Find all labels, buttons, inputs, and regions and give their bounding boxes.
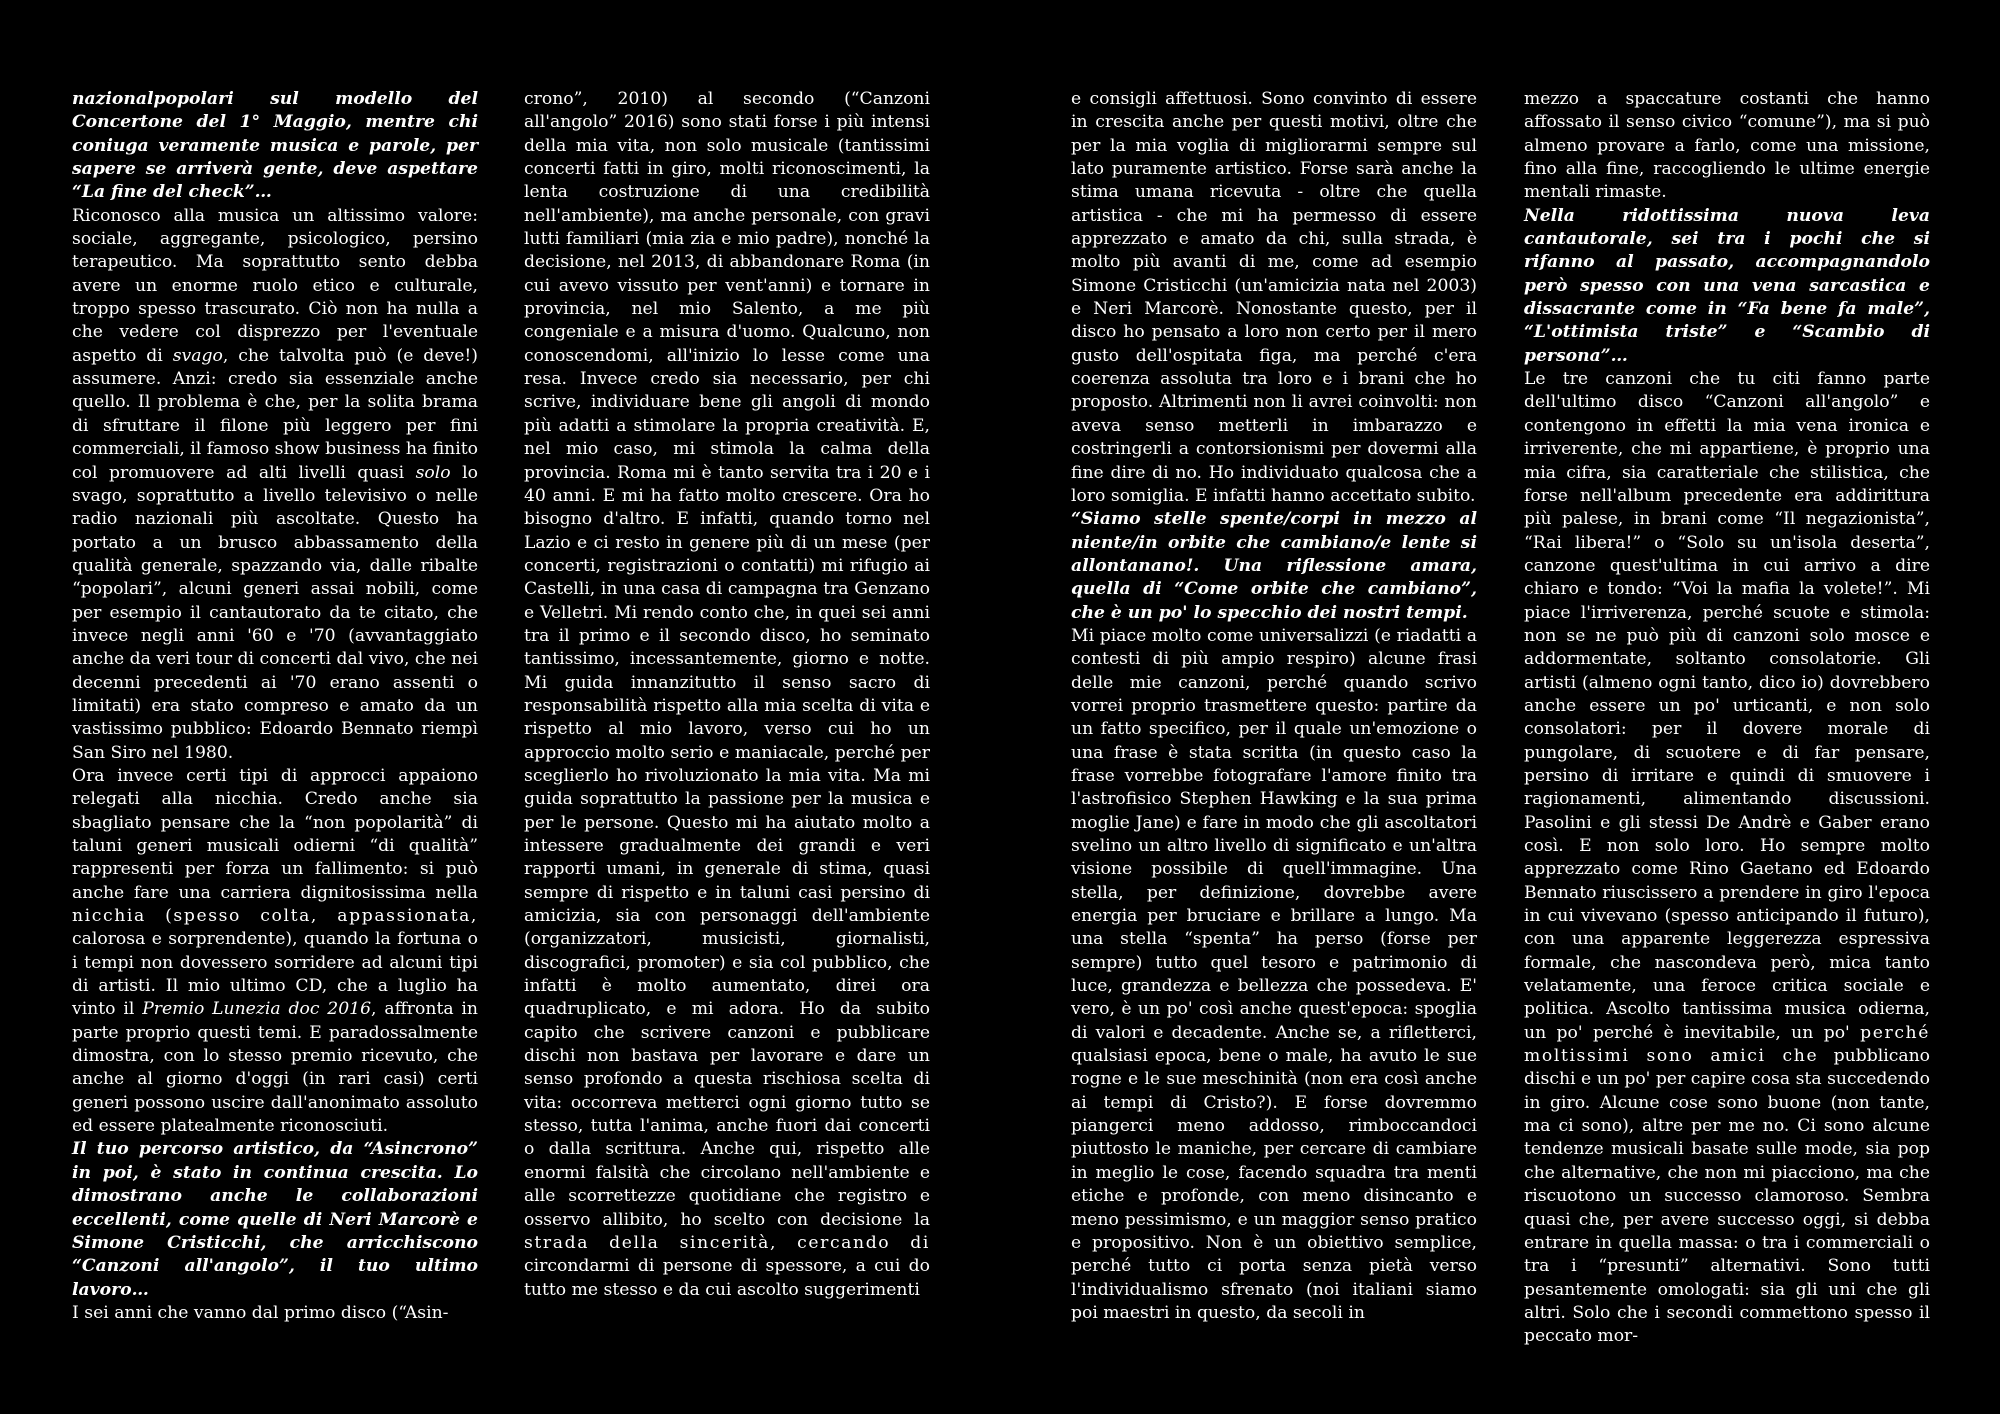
question: Il tuo percorso artistico, da “Asincrono” in poi, è stato in continua crescita. Lo dimostrano anche le collaborazioni eccellenti, come quelle di Neri Marcorè e Simone Cristicchi, che arricchiscono “Canzoni all'angolo”, il tuo ultimo lavoro… [72, 1139, 478, 1300]
column-4 [1524, 88, 1930, 1349]
answer-paragraph: mezzo a spaccature costanti che hanno affossato il senso civico “comune”), ma si può almeno provare a farlo, come una missione, fino alla fine, raccogliendo le ultime energie mentali rimaste. [1524, 89, 1930, 203]
emphasis: Premio Lunezia doc 2016 [142, 999, 372, 1020]
answer-paragraph [72, 765, 478, 1139]
answer-text: crono”, 2010) al secondo (“Canzoni all'angolo” 2016) sono stati forse i più intensi della mia vita, non solo musicale (tantissimi concerti fatti in giro, molti riconoscimenti, la lenta costruzione di una credibilità nell'ambiente), ma anche personale, con gravi lutti familiari (mia zia e mio padre), nonché la decisione, nel 2013, di abbandonare Roma (in cui avevo vissuto per vent'anni) e tornare in provincia, nel mio Salento, a me più congeniale e a misura d'uomo. Qualcuno, non conoscendomi, all'inizio lo lesse come una resa. Invece credo sia necessario, per chi scrive, individuare bene gli angoli di mondo più adatti a stimolare la propria creatività. E, nel mio caso, mi stimola la calma della provincia. Roma mi è tanto servita tra i 20 e i 40 anni. E mi ha fatto molto crescere. Ora ho bisogno d'altro. E infatti, quando torno nel Lazio e ci resto in genere più di un mese (per concerti, registrazioni o contatti) mi rifugio ai Castelli, in una casa di campagna tra Genzano e Velletri. Mi rendo conto che, in quei sei anni tra il primo e il secondo disco, ho seminato tantissimo, incessantemente, giorno e notte. Mi guida innanzitutto il senso sacro di responsabilità rispetto alla mia scelta di vita e rispetto al mio lavoro, verso cui ho un approccio molto serio e maniacale, perché per sceglierlo ho rivoluzionato la mia vita. Ma mi guida soprattutto la passione per la musica e per le persone. Questo mi ha aiutato molto a intessere gradualmente dei grandi e veri rapporti umani, in generale di stima, quasi sempre di rispetto e in taluni casi persino di amicizia, sia con personaggi dell'ambiente (organizzatori, musicisti, giornalisti, discografici, promoter) e sia col pubblico, che infatti è molto aumentato, direi ora quadruplicato, e mi adora. Ho da subito capito che scrivere canzoni e pubblicare dischi non bastava per lavorare e dare un senso profondo a questa rischiosa scelta di vita: occorreva metterci ogni giorno tutto se stesso, tutta l'anima, anche fuori dai concerti o dalla scrittura. Anche qui, rispetto alle enormi falsità che circolano nell'ambiente e alle scorrettezze quotidiane che registro e osservo allibito, ho scelto con decisione la [524, 89, 930, 1230]
answer-text: , affronta in parte proprio questi temi. E paradossalmente dimostra, con lo stesso premio ricevuto, che anche al giorno d'oggi (in rari casi) certi generi possono uscire dall'anonimato assoluto ed essere platealmente riconosciuti. [72, 999, 478, 1137]
answer-text: Riconosco alla musica un altissimo valore: sociale, aggregante, psicologico, persino terapeutico. Ma soprattutto sento debba avere un enorme ruolo etico e culturale, troppo spesso trascurato. Ciò non ha nulla a che vedere col disprezzo per l'eventuale aspetto di [72, 205, 478, 366]
answer-text: , che talvolta può (e deve!) assumere. Anzi: credo sia essenziale anche quello. Il problema è che, per la solita brama di sfruttare il filone più leggero per fini commerciali, il famoso show business ha finito col promuovere ad alti livelli quasi [72, 345, 478, 483]
column-1 [72, 88, 478, 1325]
question: “Siamo stelle spente/corpi in mezzo al niente/in orbite che cambiano/e lente si allontanano!. Una riflessione amara, quella di “Come orbite che cambiano”, che è un po' lo specchio dei nostri tempi. [1071, 509, 1477, 623]
emphasis: solo [415, 462, 451, 483]
answer-text: Le tre canzoni che tu citi fanno parte dell'ultimo disco “Canzoni all'angolo” e contengono in effetti la mia vena ironica e irriverente, che mi appartiene, è proprio una mia cifra, sia caratteriale che stilistica, che forse nell'album precedente era addirittura più palese, in brani come “Il negazionista”, “Rai libera!” o “Solo su un'isola deserta”, canzone quest'ultima in cui arrivo a dire chiaro e tondo: “Voi la mafia la volete!”. Mi piace l'irriverenza, perché scuote e stimola: non se ne può più di canzoni solo mosce e addormentate, soltanto consolatorie. Gli artisti (almeno ogni tanto, dico io) dovrebbero anche essere un po' urticanti, e non solo consolatori: per il dovere morale di pungolare, di scuotere e di far pensare, persino di irritare e quindi di smuovere i ragionamenti, alimentando discussioni. Pasolini e gli stessi De Andrè e Gaber erano così. E non solo loro. Ho sempre molto apprezzato come Rino Gaetano ed Edoardo Bennato riuscissero a prendere in giro l'epoca in cui vivevano (spesso anticipando il futuro), con una apparente leggerezza espressiva formale, che nascondeva però, mica tanto velatamente, una feroce critica sociale e politica. Ascolto tantissima musica odierna, un po' perché è inevitabile, un po' [1524, 369, 1930, 1043]
answer-paragraph [524, 88, 930, 1302]
column-3 [1071, 88, 1477, 1325]
answer-paragraph: Mi piace molto come universalizzi (e riadatti a contesti di più ampio respiro) alcune frasi delle mie canzoni, perché quando scrivo vorrei proprio trasmettere questo: partire da un fatto specifico, per il quale un'emozione o una frase è stata scritta (in questo caso la frase vorrebbe fotografare l'amore finito tra l'astrofisico Stephen Hawking e la sua prima moglie Jane) e fare in modo che gli ascoltatori svelino un altro livello di significato e un'altra visione possibile di quell'immagine. Una stella, per definizione, dovrebbe avere energia per bruciare e brillare a lungo. Ma una stella “spenta” ha perso (forse per sempre) tutto quel tesoro e patrimonio di luce, grandezza e bellezza che possedeva. E' vero, è un po' così anche quest'epoca: spoglia di valori e decadente. Anche se, a rifletterci, qualsiasi epoca, bene o male, ha avuto le sue rogne e le sue meschinità (non era così anche ai tempi di Cristo?). E forse dovremmo piangerci meno addosso, rimboccandoci piuttosto le maniche, per cercare di cambiare in meglio le cose, facendo squadra tra menti etiche e profonde, con meno disincanto e meno pessimismo, e un maggior senso pratico e propositivo. Non è un obiettivo semplice, perché tutto ci porta senza pietà verso l'individualismo sfrenato (noi italiani siamo poi maestri in questo, da secoli in [1071, 625, 1477, 1323]
answer-paragraph [72, 205, 478, 765]
answer-text: calorosa e sorprendente), quando la fortuna o i tempi non dovessero sorridere ad alcuni tipi di artisti. Il mio ultimo CD, che a luglio ha vinto il [72, 929, 478, 1020]
answer-text: pubblicano dischi e un po' per capire cosa sta succedendo in giro. Alcune cose sono buone (non tante, ma ci sono), altre per me no. Ci sono alcune tendenze musicali basate sulle mode, sia pop che alternative, che non mi piacciono, ma che riscuotono un successo clamoroso. Sembra quasi che, per avere successo oggi, si debba entrare in quella massa: o tra i commerciali o tra i “presunti” alternativi. Sono tutti pesantemente omologati: sia gli uni che gli altri. Solo che i secondi commettono spesso il peccato mor- [1524, 1046, 1930, 1347]
answer-text: Ora invece certi tipi di approcci appaiono relegati alla nicchia. Credo anche sia sbagliato pensare che la “non popolarità” di taluni generi musicali odierni “di qualità” rappresenti per forza un fallimento: si può anche fare una carriera dignitosissima nella [72, 765, 478, 903]
question: Nella ridottissima nuova leva cantautorale, sei tra i pochi che si rifanno al passato, accompagnandolo però spesso con una vena sarcastica e dissacrante come in “Fa bene fa male”, “L'ottimista triste” e “Scambio di persona”… [1524, 205, 1930, 366]
answer-paragraph [1524, 368, 1930, 1348]
answer-text: nicchia (spesso colta, appassionata, [72, 906, 478, 927]
question-tail: nazionalpopolari sul modello del Concertone del 1° Maggio, mentre chi coniuga veramente musica e parole, per sapere se arriverà gente, deve aspettare “La fine del check”… [72, 89, 478, 203]
column-2 [524, 88, 930, 1302]
answer-text: circondarmi di persone di spessore, a cui do tutto me stesso e da cui ascolto suggerimenti [524, 1256, 930, 1300]
emphasis: svago [172, 345, 223, 366]
answer-text: strada della sincerità, cercando di [524, 1232, 930, 1253]
answer-text: perché moltissimi sono amici che [1524, 1022, 1930, 1067]
answer-paragraph: I sei anni che vanno dal primo disco (“Asin- [72, 1302, 449, 1323]
answer-paragraph: e consigli affettuosi. Sono convinto di essere in crescita anche per questi motivi, oltre che per la mia voglia di migliorarmi sempre sul lato puramente artistico. Forse sarà anche la stima umana ricevuta - oltre che quella artistica - che mi ha permesso di essere apprezzato e amato da chi, sulla strada, è molto più avanti di me, come ad esempio Simone Cristicchi (un'amicizia nata nel 2003) e Neri Marcorè. Nonostante questo, per il disco ho pensato a loro non certo per il mero gusto dell'ospitata figa, ma perché c'era coerenza assoluta tra loro e i brani che ho proposto. Altrimenti non li avrei coinvolti: non aveva senso metterli in imbarazzo e costringerli a contorsionismi per dovermi alla fine dire di no. Ho individuato qualcosa che a loro somiglia. E infatti hanno accettato subito. [1071, 89, 1477, 506]
answer-text: lo svago, soprattutto a livello televisivo o nelle radio nazionali più ascoltate. Questo ha portato a un brusco abbassamento della qualità generale, spazzando via, dalle ribalte “popolari”, alcuni generi assai nobili, come per esempio il cantautorato da te citato, che invece negli anni '60 e '70 (avvantaggiato anche da veri tour di concerti dal vivo, che nei decenni precedenti ai '70 erano assenti o limitati) era stato compreso e amato da un vastissimo pubblico: Edoardo Bennato riempì San Siro nel 1980. [72, 462, 479, 763]
